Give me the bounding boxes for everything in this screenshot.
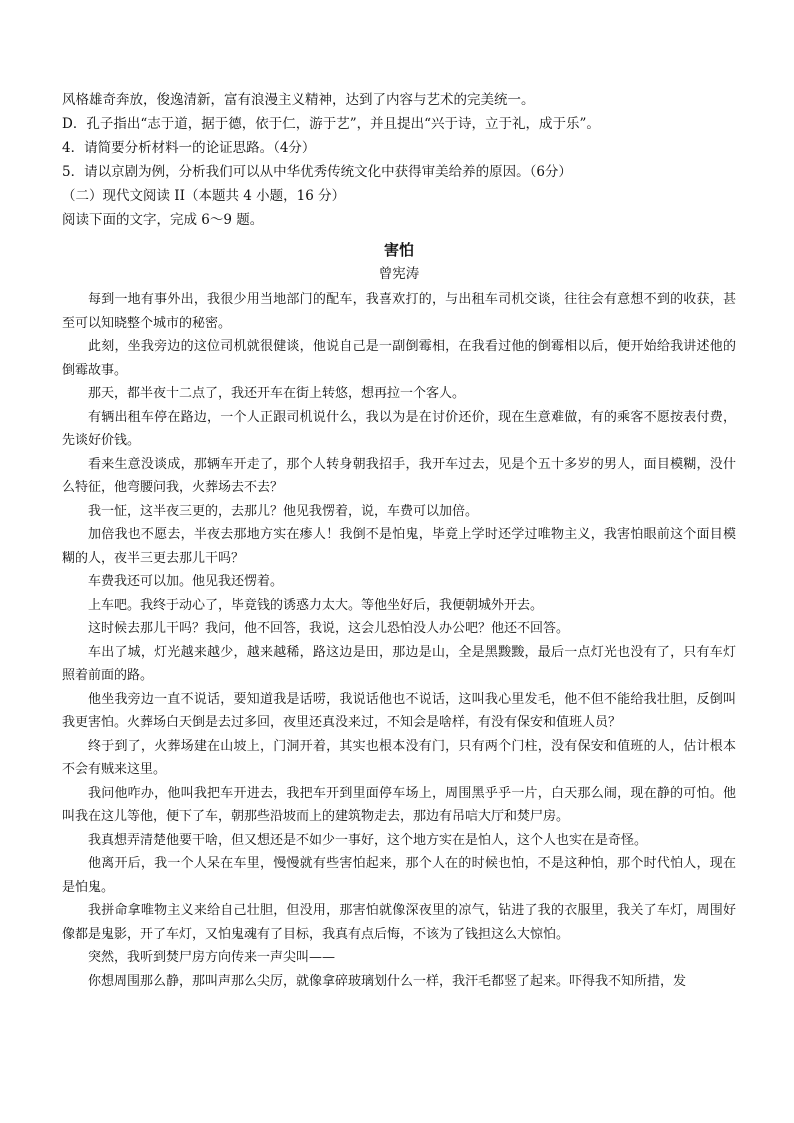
section-heading: （二）现代文阅读 II（本题共 4 小题，16 分） xyxy=(62,188,346,204)
story-paragraph: 我问他咋办，他叫我把车开进去，我把车开到里面停车场上，周围黑乎乎一片，白天那么闹，现在静的可怕。他叫我在这儿等他，便下了车，朝那些沿坡而上的建筑物走去，那边有吊唁大厅和焚尸房。 xyxy=(62,785,736,824)
story-paragraph: 我真想弄清楚他要干啥，但又想还是不如少一事好，这个地方实在是怕人，这个人也实在是奇怪。 xyxy=(88,832,648,848)
story-paragraph: 终于到了，火葬场建在山坡上，门洞开着，其实也根本没有门，只有两个门柱，没有保安和值班的人，估计根本不会有贼来这里。 xyxy=(62,738,736,777)
question-5: 5．请以京剧为例，分析我们可以从中华优秀传统文化中获得审美给养的原因。（6分） xyxy=(62,164,572,180)
question-4: 4．请简要分析材料一的论证思路。（4分） xyxy=(62,140,316,156)
story-paragraph: 这时候去那儿干吗？我问，他不回答，我说，这会儿恐怕没人办公吧？他还不回答。 xyxy=(88,621,570,636)
answer-option-c-continuation: 风格雄奇奔放，俊逸清新，富有浪漫主义精神，达到了内容与艺术的完美统一。 xyxy=(62,92,535,108)
story-paragraph: 车出了城，灯光越来越少，越来越稀，路这边是田，那边是山，全是黑黢黢，最后一点灯光也没有了，只有车灯照着前面的路。 xyxy=(62,644,736,683)
reading-instruction: 阅读下面的文字，完成 6～9 题。 xyxy=(62,212,264,228)
story-title: 害怕 xyxy=(383,241,414,259)
story-paragraph: 车费我还可以加。他见我还愣着。 xyxy=(88,574,284,589)
preceding-questions xyxy=(62,88,736,232)
story-author: 曾宪涛 xyxy=(378,266,420,282)
story-paragraph: 你想周围那么静，那叫声那么尖厉，就像拿碎玻璃划什么一样，我汗毛都竖了起来。吓得我不知所措，发 xyxy=(88,973,687,989)
story-paragraph: 加倍我也不愿去，半夜去那地方实在瘆人！我倒不是怕鬼，毕竟上学时还学过唯物主义，我害怕眼前这个面目模糊的人，夜半三更去那儿干吗？ xyxy=(62,527,736,566)
answer-option-d: D．孔子指出“志于道，据于德，依于仁，游于艺”，并且提出“兴于诗，立于礼，成于乐”。 xyxy=(62,116,600,132)
story-paragraph: 突然，我听到焚尸房方向传来一声尖叫—— xyxy=(88,950,336,965)
story-paragraph: 看来生意没谈成，那辆车开走了，那个人转身朝我招手，我开车过去，见是个五十多岁的男人，面目模糊，没什么特征，他弯腰问我，火葬场去不去？ xyxy=(62,456,736,495)
story-paragraph: 我拼命拿唯物主义来给自己壮胆，但没用，那害怕就像深夜里的凉气，钻进了我的衣服里，我关了车灯，周围好像都是鬼影，开了车灯，又怕鬼魂有了目标，我真有点后悔，不该为了钱担这么大惊怕。 xyxy=(62,903,736,942)
story-paragraph: 有辆出租车停在路边，一个人正跟司机说什么，我以为是在讨价还价，现在生意难做，有的乘客不愿按表付费，先谈好价钱。 xyxy=(62,409,736,448)
story-paragraph: 我一怔，这半夜三更的，去那儿？他见我愣着，说，车费可以加倍。 xyxy=(88,503,479,519)
story-paragraph: 上车吧。我终于动心了，毕竟钱的诱惑力太大。等他坐好后，我便朝城外开去。 xyxy=(88,597,544,613)
story-paragraph: 他离开后，我一个人呆在车里，慢慢就有些害怕起来，那个人在的时候也怕，不是这种怕，那个时代怕人，现在是怕鬼。 xyxy=(62,856,736,895)
document-page xyxy=(62,88,736,993)
story-paragraph: 他坐我旁边一直不说话，要知道我是话唠，我说话他也不说话，这叫我心里发毛，他不但不能给我壮胆，反倒叫我更害怕。火葬场白天倒是去过多回，夜里还真没来过，不知会是啥样，有没有保安和值班人员？ xyxy=(62,691,736,730)
story-body xyxy=(62,288,736,993)
story-paragraph: 每到一地有事外出，我很少用当地部门的配车，我喜欢打的，与出租车司机交谈，往往会有意想不到的收获，甚至可以知晓整个城市的秘密。 xyxy=(62,292,736,331)
story-paragraph: 那天，都半夜十二点了，我还开车在街上转悠，想再拉一个客人。 xyxy=(88,386,466,401)
story-paragraph: 此刻，坐我旁边的这位司机就很健谈，他说自己是一副倒霉相，在我看过他的倒霉相以后，便开始给我讲述他的倒霉故事。 xyxy=(62,339,736,378)
